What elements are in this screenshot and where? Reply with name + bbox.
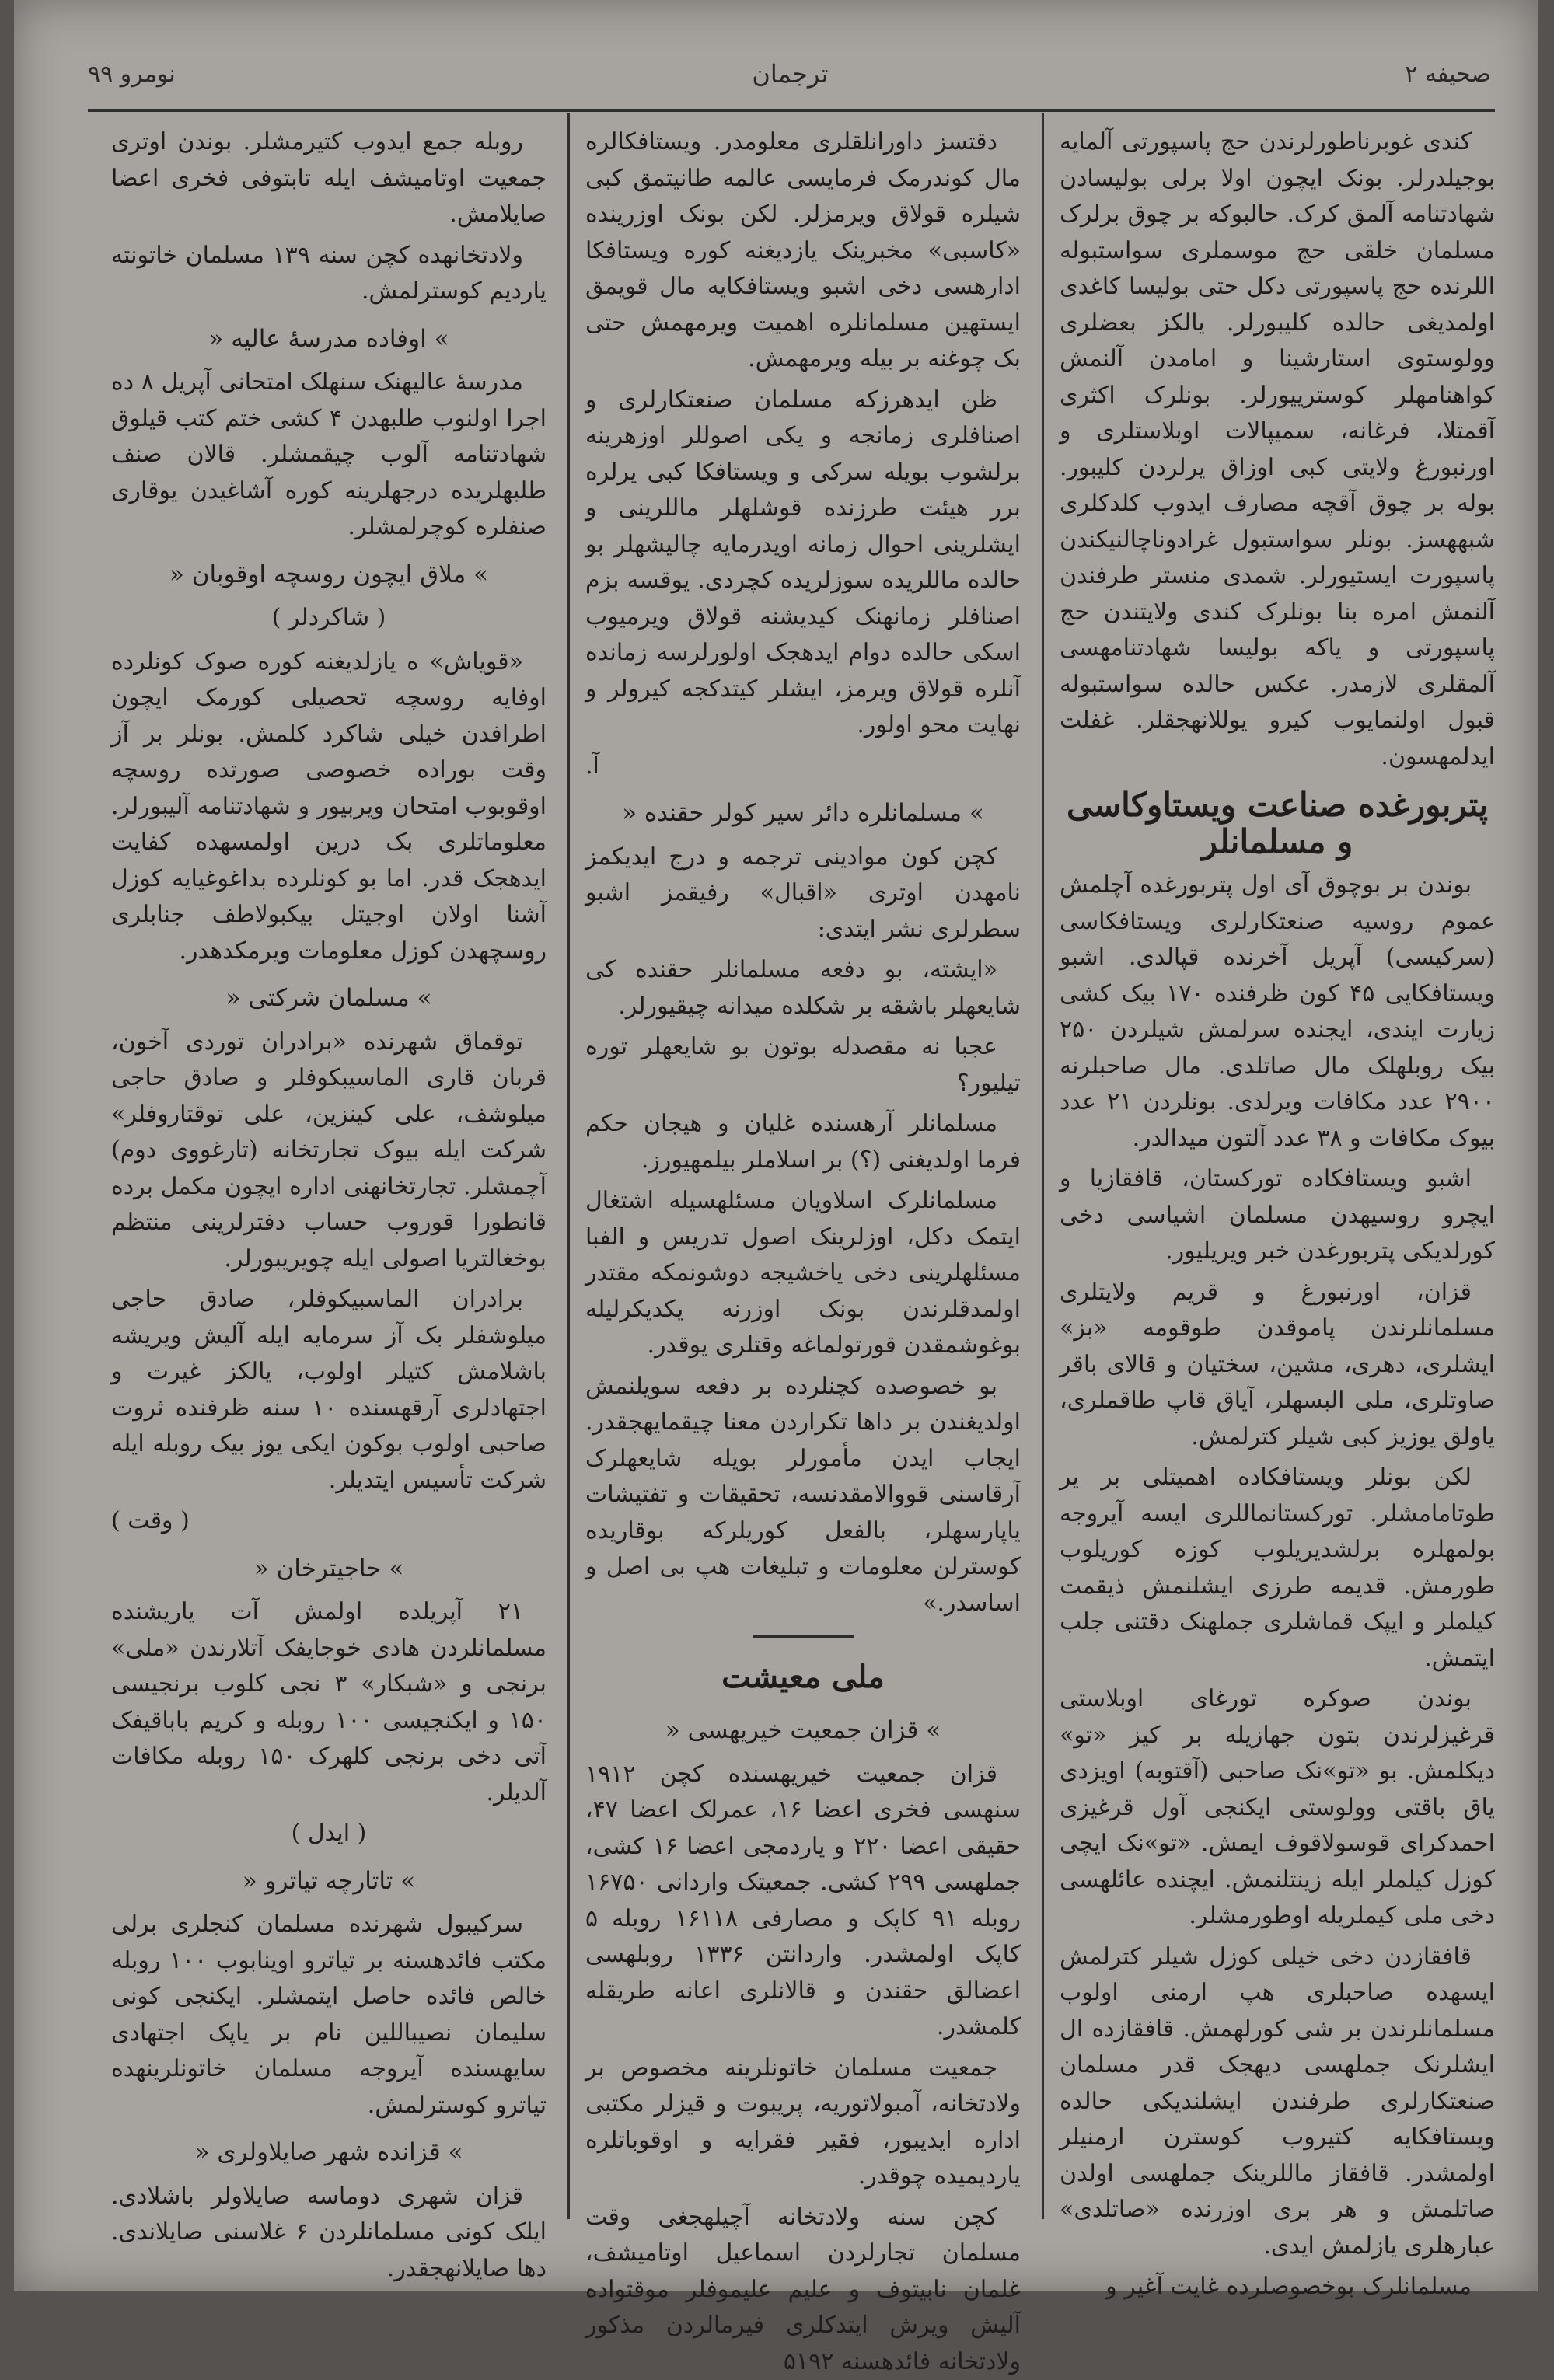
article-paragraph: قافقازدن دخی خیلی کوزل شیلر کترلمش ایسهده صاحبلری هپ ارمنی اولوب مسلمانلرندن بر شی کورلهمش. قافقازده ال ایشلرنک جملهسی دیهجک قدر مسلمان صنعتکارلری طرفندن ایشلندیکی حالده ویستافکایه کتیروب کوسترن ارمنیلر اولمشدر. قافقاز ماللرینک جملهسی اولدن صاتلمش و هر بری اوزرنده «صاتلدی» عبارهلری یازلمش ایدی. xyxy=(1060,1939,1495,2265)
article-paragraph: ولادتخانهده کچن سنه ۱۳۹ مسلمان خاتونته یاردیم کوسترلمش. xyxy=(111,238,547,310)
page-header xyxy=(88,47,1491,101)
article-paragraph: لکن بونلر ویستافکاده اهمیتلی بر یر طوتامامشلر. تورکستانماللری ایسه آیروجه بولمهلره برلشدیریلوب کوزه کوریلوب طورمش. قدیمه طرزی ایشلنمش ذیقمت کیلملر و ایپک قماشلری جملهنک دقتنی جلب ایتمش. xyxy=(1060,1460,1495,1677)
article-paragraph: کچن سنه ولادتخانه آچیلهجغی وقت مسلمان تجارلردن اسماعیل اوتامیشف، غلمان نابیتوف و علیم علیموفلر موقتواده آلیش ویرش ایتدکلری فیرمالردن مذکور ولادتخانه فائدهسنه ۵۱۹۲ xyxy=(585,2200,1021,2380)
header-divider xyxy=(88,109,1495,112)
article-paragraph: قزان، اورنبورغ و قریم ولایتلری مسلمانلرندن پاموقدن طوقومه «بز» ایشلری، دهری، مشین، سختیان و قالای باقر صاوتلری، ملی البسهلر، آیاق قاپ طاقملری، یاولق یوزیز کبی شیلر کترلمش. xyxy=(1060,1275,1495,1456)
article-title-exhibition: پتربورغده صناعت ویستاوکاسی و مسلمانلر xyxy=(1060,787,1495,860)
article-paragraph: «ایشته، بو دفعه مسلمانلر حقنده کی شایعهلر باشقه بر شکلده میدانه چیقیورلر. xyxy=(585,952,1021,1024)
column-right xyxy=(1060,124,1495,2223)
subheading-muslim-company: » مسلمان شرکتی « xyxy=(111,980,547,1017)
issue-number-label: نومرو ۹۹ xyxy=(88,61,176,88)
article-source: ( ایدل ) xyxy=(111,1816,547,1852)
article-source: ( وقت ) xyxy=(111,1503,547,1540)
column-divider-left xyxy=(567,113,570,2219)
article-paragraph: بو خصوصده کچنلرده بر دفعه سویلنمش اولدیغندن بر داها تکراردن معنا چیقمایهجقدر. ایجاب ایدن مأمورلر بویله شایعهلرک آرقاسنی قووالامقدنسه، تحقیقات و تفتیشات یاپارسهلر، بالفعل کوریلرکه بوقاریده کوسترلن معلومات و تبلیغات هپ بی اصل و اساسدر.» xyxy=(585,1369,1021,1622)
article-paragraph: برادران الماسبیکوفلر، صادق حاجی میلوشفلر بک آز سرمایه ایله آلیش ویریشه باشلامش کتیلر اولوب، یالکز غیرت و اجتهادلری آرقهسنده ۱۰ سنه ظرفنده ثروت صاحبی اولوب بوکون ایکی یوز بیک روبله ایله شرکت تأسیس ایتدیلر. xyxy=(111,1282,547,1499)
article-paragraph: کچن کون موادینی ترجمه و درج ایدیکمز نامهدن اوتری «اقبال» رفیقمز اشبو سطرلری نشر ایتدی: xyxy=(585,839,1021,948)
section-divider xyxy=(753,1635,854,1638)
article-paragraph: سرکیبول شهرنده مسلمان کنجلری برلی مکتب فائدهسنه بر تیاترو اوینابوب ۱۰۰ روبله خالص فائده حاصل ایتمشلر. ایکنجی کونی سلیمان نصیباللین نام بر یاپک اجتهادی سایهسنده آیروجه مسلمان خاتونلرینهده تیاترو کوسترلمش. xyxy=(111,1907,547,2124)
subheading-tatar-theater: » تاتارچه تیاترو « xyxy=(111,1863,547,1900)
article-paragraph: ظن ایدهرزکه مسلمان صنعتکارلری و اصنافلری زمانجه و یکی اصوللر اوزهرینه برلشوب بویله سرکی و ویستافکا کبی یرلره برر هیئت طرزنده قوشلهلر ماللرینی و ایشلرینی احوال زمانه اویدرمایه چالیشهلر بو حالده ماللریده سوزلریده کچردی. یوقسه بزم اصنافلر زمانهنک کیدیشنه قولاق ویرمیوب اسکی حالده دوام ایدهجک اولورلرسه زمانده آنلره قولاق ویرمز، ایشلر کیتدکجه کیرولر و نهایت محو اولور. xyxy=(585,382,1021,744)
article-paragraph: بوندن بر بوچوق آی اول پتربورغده آچلمش عموم روسیه صنعتکارلری ویستافکاسی (سرکیسی) آپریل آخرنده قپالدی. اشبو ویستافکایی ۴۵ کون ظرفنده ۱۷۰ بیک کشی زیارت ایندی، ایجنده سرلمش شیلردن ۲۵۰ بیک روبلهلک مال صاتلدی. مال صاحبلرنه ۲۹۰۰ عدد مکافات ویرلدی. بونلردن ۲۱ عدد بیوک مکافات و ۳۸ عدد آلتون میدالدر. xyxy=(1060,867,1495,1157)
column-divider-right xyxy=(1042,113,1044,2219)
subheading-ufa-madrasa: » اوفاده مدرسهٔ عالیه « xyxy=(111,321,547,358)
article-paragraph: قزان جمعیت خیریهسنده کچن ۱۹۱۲ سنهسی فخری اعضا ۱۶، عمرلک اعضا ۴۷، حقیقی اعضا ۲۲۰ و یاردمجی اعضا ۱۶ کشی، جملهسی ۲۹۹ کشی. جمعیتک واردانی ۱۶۷۵۰ روبله ۹۱ کاپک و مصارفی ۱۶۱۱۸ روبله ۵ کاپک اولمشدر. واردانتن ۱۳۳۶ روبلهسی اعضالق حقندن و قالانلری اعانه طریقله کلمشدر. xyxy=(585,1757,1021,2046)
page-number-label: صحیفه ۲ xyxy=(1405,61,1491,88)
article-paragraph: توقماق شهرنده «برادران توردی آخون، قربان قاری الماسیبکوفلر و صادق حاجی میلوشف، علی کینزین، علی توقتاروفلر» شرکت ایله بیوک تجارتخانه (تارغووی دوم) آچمشلر. تجارتخانهنی اداره ایچون مکمل برده قانطورا قوروب حساب دفترلرینی منتظم بوخغالتریا اصولی ایله چویریبورلر. xyxy=(111,1024,547,1278)
subheading-kazan-elections: » قزانده شهر صایلاولری « xyxy=(111,2134,547,2171)
article-paragraph: جمعیت مسلمان خاتونلرینه مخصوص بر ولادتخانه، آمبولاتوریه، پریبوت و قیزلر مکتبی اداره ایدیبور، فقیر فقرایه و اوقوباتلره یاردیمیده چوقدر. xyxy=(585,2050,1021,2195)
column-middle xyxy=(585,124,1021,2223)
newspaper-page xyxy=(14,0,1538,2291)
section-title-national-life: ملی معیشت xyxy=(585,1653,1021,1701)
article-paragraph: عجبا نه مقصدله بوتون بو شایعهلر توره تیلیور؟ xyxy=(585,1029,1021,1101)
article-paragraph: کندی غوبرناطورلرندن حج پاسپورتی آلمایه بوجیلدرلر. بونک ایچون اولا برلی بولیسادن شهادتنامه آلمق کرک. حالبوکه بر چوق برلرک مسلمان خلقی حج موسملری سواستبوله اللرنده حج پاسپورتی دکل حتی بولیسا کاغدی اولمدیغی حالده کلیبورلر. یالکز بعضلری وولوستوی استارشینا و امامدن آلنمش کواهنامهلر کوسترییورلر. بونلرک اکثری آقمتلا، فرغانه، سمیپالات اوبلاستلری و اورنبورغ ولایتی کبی اوزاق یرلردن کلیبور. بوله بر چوق آقچه مصارف ایدوب کلدکلری شبههسز. بونلر سواستبول غرادوناچالنیکندن پاسپورت ایستیورلر. شمدی منستر طرفندن آلنمش امره بنا بونلرک کندی ولایتندن حج پاسپورتی و یاکه بولیسا شهادتنامهسی آلمقلری لازمدر. عکس حالده سواستبوله قبول اولنمایوب کیرو یوللانهجقلر. غفلت ایدلمهسون. xyxy=(1060,124,1495,775)
article-paragraph: بوندن صوکره تورغای اوبلاستی قرغیزلرندن بتون جهازیله بر کیز «تو» دیکلمش. بو «تو»نک صاحبی (آقتوبه) اویزدی یاق باقتی وولوستی ایکنجی آول قرغیزی احمدکرای قوسولاقوف ایمش. «تو»نک ایچی کوزل کیلملر ایله زینتلنمش. ایچنده عائلهسی دخی ملی کیملریله اوطورمشلر. xyxy=(1060,1681,1495,1935)
article-paragraph: مسلمانلرک بوخصوصلرده غایت آغیر و xyxy=(1060,2269,1495,2305)
article-paragraph: مسلمانلر آرهسنده غلیان و هیجان حکم فرما اولدیغنی (؟) بر اسلاملر بیلمهیورز. xyxy=(585,1106,1021,1178)
article-paragraph: اشبو ویستافکاده تورکستان، قافقازیا و ایچرو روسیهدن مسلمان اشیاسی دخی کورلدیکی پتربورغدن خبر ویریلیور. xyxy=(1060,1161,1495,1270)
subheading-students-paren: ( شاکردلر ) xyxy=(111,600,547,637)
article-paragraph: روبله جمع ایدوب کتیرمشلر. بوندن اوتری جمعیت اوتامیشف ایله تابتوفی فخری اعضا صایلامش. xyxy=(111,124,547,233)
article-paragraph: دقتسز داورانلقلری معلومدر. ویستافکالره مال کوندرمک فرمایسی عالمه طانیتمق کبی شیلره قولاق ویرمزلر. لکن بونک اوزرینده «کاسبی» مخبرینک یازدیغنه کوره ویستافکا ادارهسی دخی اشبو ویستافکایه مال قویمق ایستهین مسلمانلره اهمیت ویرمهمش حتی بک چوغنه بر بیله ویرمهمش. xyxy=(585,124,1021,378)
subheading-russian-students: » ملاق ایچون روسچه اوقوبان « xyxy=(111,557,547,593)
article-paragraph: «قویاش» ه یازلدیغنه کوره صوک کونلرده اوفایه روسچه تحصیلی کورمک ایچون اطرافدن خیلی شاکرد کلمش. بونلر بر آز وقت بورادە خصوصی صورتده روسچه اوقوبوب امتحان ویربیور و شهادتنامه آلیبورلر. معلوماتلری بک درین اولمسهده کفایت ایدهجک قدر. اما بو کونلرده بداغوغیایه کوزل آشنا اولان اوجیتل بیکبولاطف جنابلری روسچهدن کوزل معلومات ویرمکدهدر. xyxy=(111,644,547,970)
column-left xyxy=(111,124,547,2223)
subheading-rumors: » مسلمانلره دائر سیر کولر حقنده « xyxy=(585,795,1021,832)
article-paragraph: مسلمانلرک اسلاویان مسئلهسیله اشتغال ایتمک دکل، اوزلرینک اصول تدریس و الفبا مسئلهلرینی دخی یاخشیجه دوشونمکه مقتدر اولمدقلرندن بونک اوزرنه یکدیکرلیله بوغوشمقدن قورتولماغه وقتلری یوقدر. xyxy=(585,1183,1021,1364)
article-paragraph: مدرسهٔ عالیهنک سنهلک امتحانی آپریل ۸ ده اجرا اولنوب طلبهدن ۴ کشی ختم کتب قیلوق شهادتنامه آلوب چیقمشلر. قالان صنف طلبهلریده درجهلرینه کوره آشاغیدن یوقاری صنفلره کوچرلمشلر. xyxy=(111,365,547,546)
article-paragraph: قزان شهری دوماسه صایلاولر باشلادی. ایلک کونی مسلمانلردن ۶ غلاسنی صایلاندی. دها صایلانهجقدر. xyxy=(111,2179,547,2288)
subheading-kazan-charity: » قزان جمعیت خیریهسی « xyxy=(585,1712,1021,1749)
article-signature: آ. xyxy=(585,749,1021,785)
newspaper-title: ترجمان xyxy=(752,59,828,89)
article-paragraph: ۲۱ آپریلده اولمش آت یاریشنده مسلمانلردن هادی خوجایفک آتلارندن «ملی» برنجی و «شبکار» ۳ نجی کلوب برنجیسی ۱۵۰ و ایکنجیسی ۱۰۰ روبله و کریم باباقیفک آتی دخی برنجی کلهرک ۱۵۰ روبله مکافات آلدیلر. xyxy=(111,1594,547,1811)
subheading-astrakhan: » حاجیترخان « xyxy=(111,1551,547,1587)
